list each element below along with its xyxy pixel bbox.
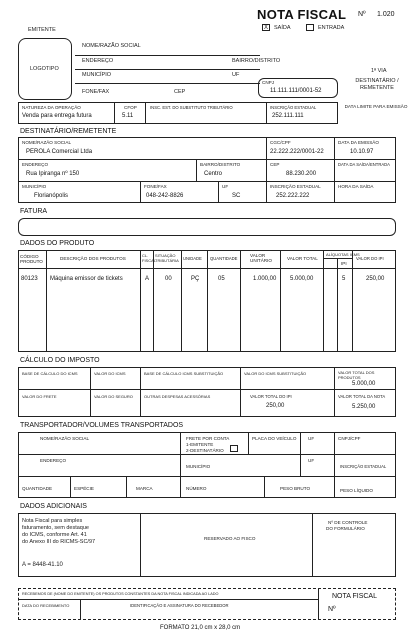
row-ipi: 5 [342, 276, 346, 282]
adicionais-text-3: do ICMS, conforme Art. 41 [22, 532, 87, 538]
dest-saida-label: DATA DA SAÍDA/ENTRADA [338, 162, 390, 167]
data-limite: DATA LIMITE PARA EMISSÃO [344, 104, 408, 109]
transp-placa-label: PLACA DO VEÍCULO [252, 436, 297, 441]
transp-razao-label: NOME/RAZÃO SOCIAL [40, 436, 90, 441]
transp-marca-label: MARCA [136, 486, 153, 491]
row-unit: 1.000,00 [253, 276, 277, 282]
dest-cep-label: CEP [270, 162, 280, 167]
col-valor-unitario: VALOR UNITÁRIO [250, 253, 272, 263]
dest-nome-value[interactable]: PEROLA Comercial Ltda [26, 149, 93, 155]
transp-endereco-label: ENDEREÇO [40, 458, 67, 463]
transp-uf2-label: UF [308, 458, 315, 463]
outras-label: OUTRAS DESPESAS ACESSÓRIAS [144, 394, 211, 399]
col-unidade: UNIDADE [183, 256, 202, 261]
transp-liquido-label: PESO LÍQUIDO [340, 488, 373, 493]
transp-frete-2: 2-DESTINATÁRIO [186, 448, 224, 453]
total-nota-value[interactable]: 5.250,00 [352, 404, 376, 410]
seguro-label: VALOR DO SEGURO [94, 394, 133, 399]
total-nota-label: VALOR TOTAL DA NOTA [338, 394, 386, 399]
row-codigo: 80123 [21, 276, 38, 282]
dest-nome-label: NOME/RAZÃO SOCIAL [22, 140, 72, 145]
ipi-total-value[interactable]: 250,00 [266, 403, 285, 409]
dest-cgc-value[interactable]: 22.222.222/0001-22 [270, 149, 324, 155]
entrada-label: ENTRADA [318, 25, 345, 31]
total-produtos-value[interactable]: 5.000,00 [352, 381, 376, 387]
insc-sub-label: INSC. EST. DO SUBSTITUTO TRIBUTÁRIO [150, 105, 233, 110]
emitente-municipio-label: MUNICÍPIO [82, 72, 112, 78]
col-valor-ipi: VALOR DO IPI [356, 256, 384, 261]
dest-hora-label: HORA DA SAÍDA [338, 184, 374, 189]
adicionais-text-2: faturamento, sem destaque [22, 525, 89, 531]
dest-cgc-label: CGC/CPF [270, 140, 291, 145]
imposto-section: CÁLCULO DO IMPOSTO [20, 357, 100, 364]
dest-municipio-value[interactable]: Florianópolis [34, 193, 69, 199]
dest-bairro-label: BAIRRO/DISTRITO [200, 162, 241, 167]
transp-bruto-label: PESO BRUTO [280, 486, 311, 491]
valor-icms-label: VALOR DO ICMS [94, 371, 126, 376]
valor-sub-label: VALOR DO ICMS SUBSTITUIÇÃO [244, 371, 307, 376]
emitente-bairro-label: BAIRRO/DISTRITO [232, 58, 281, 64]
emitente-endereco-label: ENDEREÇO [82, 58, 114, 64]
reservado-fisco: RESERVADO AO FISCO [204, 536, 256, 541]
ipi-total-label: VALOR TOTAL DO IPI [250, 394, 292, 399]
col-aliquotas: ALÍQUOTAS ICMS [326, 252, 360, 257]
insc-label: INSCRIÇÃO ESTADUAL [270, 105, 317, 110]
row-qtd: 05 [218, 276, 225, 282]
col-cl-fiscal: CL. FISCAL [142, 253, 157, 263]
natureza-label: NATUREZA DA OPERAÇÃO [22, 105, 81, 110]
ident-assinatura: IDENTIFICAÇÃO E ASSINATURA DO RECEBEDOR [130, 603, 229, 608]
col-quantidade: QUANTIDADE [210, 256, 238, 261]
transp-municipio-label: MUNICÍPIO [186, 464, 211, 469]
emitente-uf-label: UF [232, 72, 240, 78]
row-total: 5.000,00 [290, 276, 314, 282]
transp-frete-label: FRETE POR CONTA [186, 436, 230, 441]
dest-municipio-label: MUNICÍPIO [22, 184, 47, 189]
destinatario-section: DESTINATÁRIO/REMETENTE [20, 128, 117, 135]
col-descricao: DESCRIÇÃO DOS PRODUTOS [60, 256, 126, 261]
controle-1: Nº DE CONTROLE [328, 520, 368, 525]
dest-emissao-label: DATA DA EMISSÃO [338, 140, 379, 145]
dest-fone-label: FONE/FAX [144, 184, 167, 189]
dest-uf-value[interactable]: SC [232, 193, 241, 199]
total-produtos-label: VALOR TOTAL DOS PRODUTOS [338, 370, 375, 380]
cfop-label: CFOP [124, 105, 137, 110]
transp-insc-label: INSCRIÇÃO ESTADUAL [340, 464, 387, 469]
emitente-nome-label: NOME/RAZÃO SOCIAL [82, 43, 141, 49]
data-recebimento: DATA DO RECEBIMENTO [22, 603, 70, 608]
saida-label: SAÍDA [274, 25, 291, 31]
row-un: PÇ [191, 276, 200, 282]
dest-uf-label: UF [222, 184, 229, 189]
base-sub-label: BASE DE CÁLCULO ICMS SUBSTITUIÇÃO [144, 371, 224, 376]
dest-fone-value[interactable]: 048-242-8826 [146, 193, 184, 199]
row-descricao: Máquina emissor de tickets [50, 276, 123, 282]
emitente-fone-label: FONE/FAX [82, 89, 110, 95]
transp-section: TRANSPORTADOR/VOLUMES TRANSPORTADOS [20, 422, 184, 429]
controle-2: DO FORMULÁRIO [326, 526, 365, 531]
document-title: NOTA FISCAL [257, 7, 347, 22]
adicionais-text-1: Nota Fiscal para simples [22, 518, 83, 524]
invoice-number: 1.020 [377, 11, 395, 18]
produto-section: DADOS DO PRODUTO [20, 240, 95, 247]
cnpj-label: CNPJ [262, 80, 274, 85]
adicionais-section: DADOS ADICIONAIS [20, 503, 87, 510]
row-cl: A [145, 276, 150, 282]
fatura-box[interactable] [18, 218, 396, 236]
natureza-value[interactable]: Venda para entrega futura [22, 113, 92, 119]
emitente-label: EMITENTE [28, 27, 56, 33]
base-icms-label: BASE DE CÁLCULO DO ICMS [22, 371, 78, 376]
col-codigo: CÓDIGO PRODUTO [20, 254, 43, 264]
canhoto-nota-fiscal: NOTA FISCAL [332, 593, 377, 600]
transp-especie-label: ESPÉCIE [74, 486, 94, 491]
recebemos-text: RECEBEMOS DE (NOME DO EMITENTE) OS PRODUTOS CONSTANTES DA NOTA FISCAL INDICADA AO LADO [22, 592, 219, 596]
entrada-checkbox[interactable] [306, 24, 314, 31]
dest-bairro-value[interactable]: Centro [204, 171, 223, 177]
dest-emissao-value[interactable]: 10.10.97 [350, 149, 374, 155]
saida-checkbox[interactable]: X [263, 25, 268, 31]
frete-checkbox[interactable] [230, 445, 238, 452]
emitente-cep-label: CEP [174, 89, 186, 95]
transp-numero-label: NÚMERO [186, 486, 207, 491]
col-valor-total: VALOR TOTAL [287, 256, 318, 261]
frete-label: VALOR DO FRETE [22, 394, 57, 399]
format-footer: FORMATO 21,0 cm x 28,0 cm [160, 625, 241, 631]
col-situacao: SITUAÇÃO TRIBUTÁRIA [155, 253, 179, 263]
fatura-section: FATURA [20, 208, 48, 215]
row-sit: 00 [165, 276, 172, 282]
adicionais-text-4: do Anexo III do RICMS-SC/97 [22, 539, 96, 545]
dest-insc-value[interactable]: 252.222.222 [276, 193, 310, 199]
logo-text: LOGOTIPO [30, 66, 59, 72]
canhoto-numero: Nº [328, 606, 336, 613]
row-valor-ipi: 250,00 [366, 276, 385, 282]
dest-endereco-label: ENDEREÇO [22, 162, 49, 167]
dest-cep-value[interactable]: 88.230.200 [286, 171, 317, 177]
col-ipi: IPI [341, 261, 347, 266]
transp-frete-1: 1-EMITENTE [186, 442, 214, 447]
via-label: 1ª VIA [371, 68, 387, 74]
adicionais-text-5: A = 8448-41.10 [22, 562, 63, 568]
insc-value[interactable]: 252.111.111 [272, 113, 304, 119]
dest-insc-label: INSCRIÇÃO ESTADUAL [270, 184, 321, 189]
cfop-value[interactable]: 5.11 [122, 113, 134, 119]
destinatario-box [18, 137, 396, 203]
transp-quant-label: QUANTIDADE [22, 486, 53, 491]
transp-uf-label: UF [308, 436, 315, 441]
cnpj-value: 11.111.111/0001-52 [270, 88, 322, 94]
dest-endereco-value[interactable]: Rua Ipiranga nº 150 [26, 171, 80, 177]
invoice-number-label: Nº [358, 11, 366, 18]
via-destinatario: DESTINATÁRIO / REMETENTE [355, 78, 399, 91]
transp-cnpj-label: CNPJ/CPF [338, 436, 361, 441]
